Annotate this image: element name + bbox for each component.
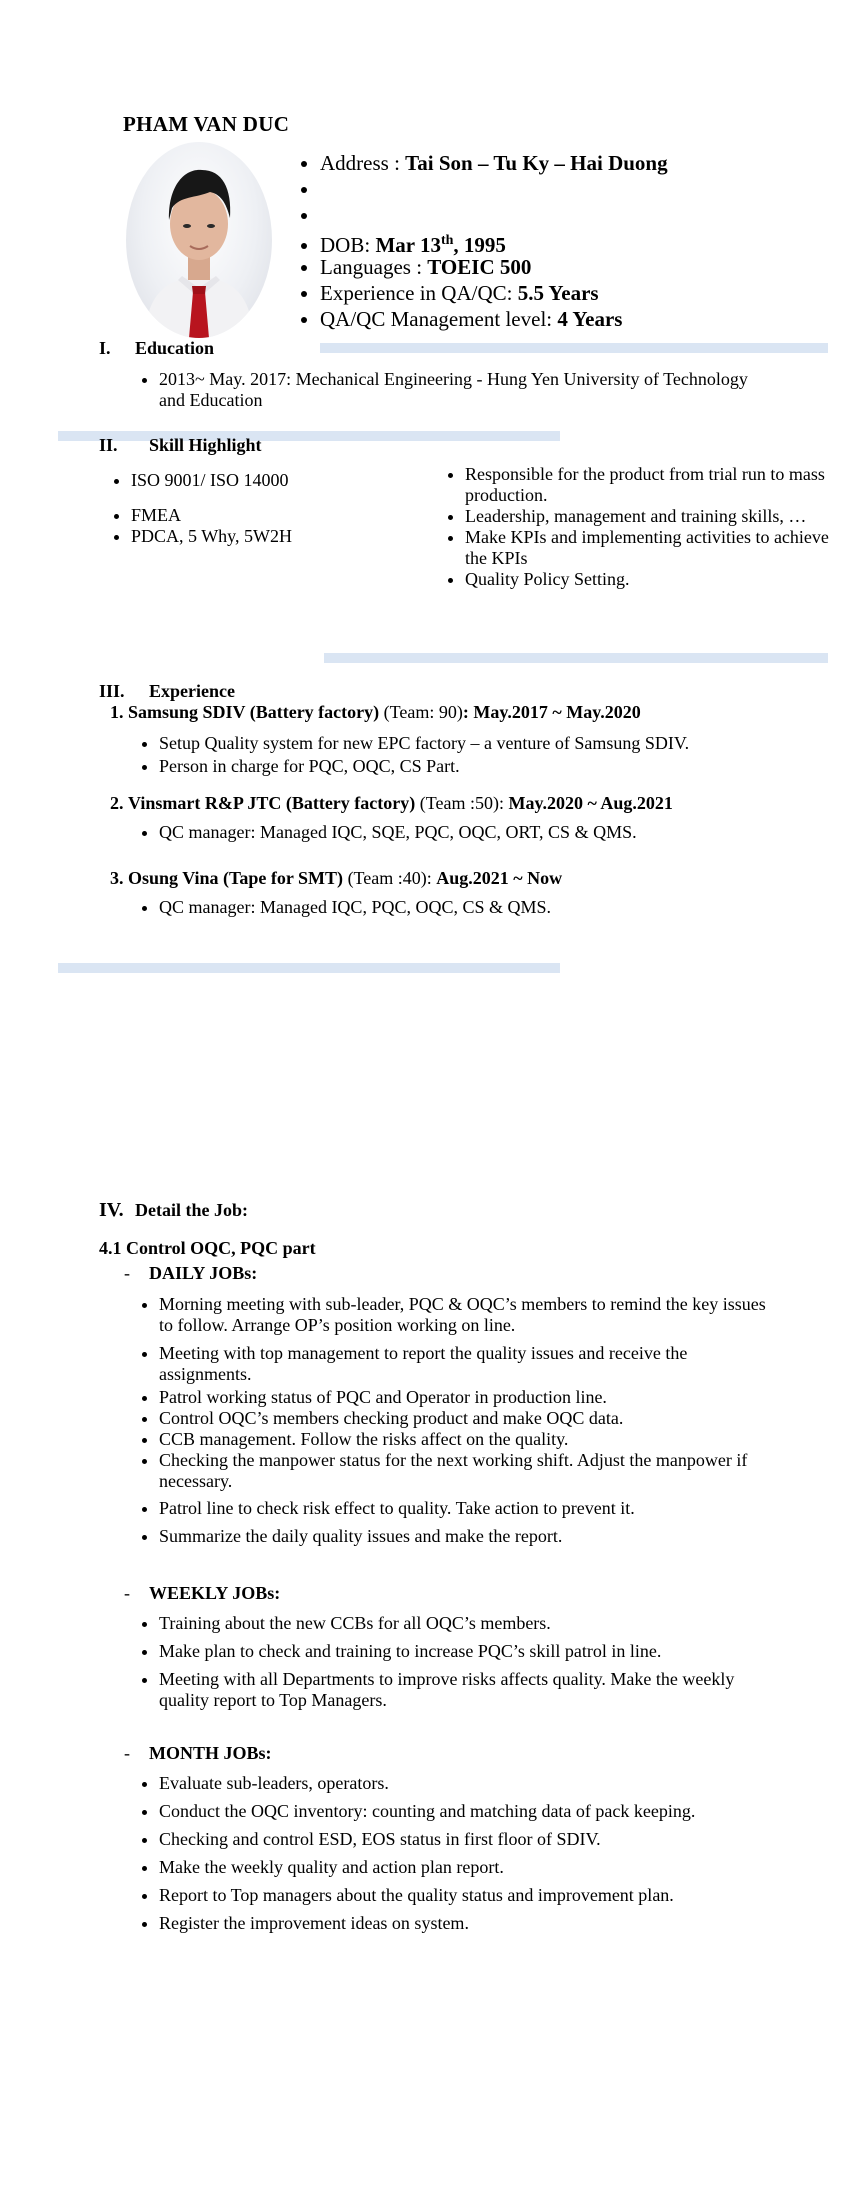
daily-job-item: • Morning meeting with sub-leader, PQC & OQC’s members to remind the key issues to follow. Arrange OP’s position working on line. <box>159 1294 779 1336</box>
weekly-job-item: • Training about the new CCBs for all OQC’s members. <box>159 1613 779 1634</box>
education-item: • 2013~ May. 2017: Mechanical Engineering - Hung Yen University of Technology and Education <box>159 369 759 411</box>
job-duty: • Person in charge for PQC, OQC, CS Part. <box>159 756 809 777</box>
daily-jobs-list <box>137 1294 779 1547</box>
weekly-jobs-heading: - WEEKLY JOBs: <box>124 1583 281 1603</box>
job-duty: • Setup Quality system for new EPC factory – a venture of Samsung SDIV. <box>159 733 809 754</box>
section-education-heading: I. Education <box>99 338 215 358</box>
job-duty: • QC manager: Managed IQC, PQC, OQC, CS & QMS. <box>159 897 809 918</box>
month-job-item: • Report to Top managers about the quality status and improvement plan. <box>159 1885 799 1906</box>
detail-subtitle: 4.1 Control OQC, PQC part <box>99 1238 316 1258</box>
weekly-job-item: • Make plan to check and training to increase PQC’s skill patrol in line. <box>159 1641 779 1662</box>
job-duty: • QC manager: Managed IQC, SQE, PQC, OQC, ORT, CS & QMS. <box>159 822 809 843</box>
person-portrait-icon <box>126 142 272 338</box>
section-skills-heading: II. Skill Highlight <box>99 435 262 455</box>
month-jobs-list <box>137 1773 799 1934</box>
contact-list <box>304 150 740 332</box>
decorative-bar <box>324 653 828 663</box>
contact-address: • Address : Tai Son – Tu Ky – Hai Duong <box>320 150 740 176</box>
job-title-2: 2. Vinsmart R&P JTC (Battery factory) (Team :50): May.2020 ~ Aug.2021 <box>110 793 673 813</box>
daily-job-item: • CCB management. Follow the risks affect on the quality. <box>159 1429 779 1450</box>
job-title-3: 3. Osung Vina (Tape for SMT) (Team :40): Aug.2021 ~ Now <box>110 868 563 888</box>
month-job-item: • Evaluate sub-leaders, operators. <box>159 1773 799 1794</box>
skill-item: • Leadership, management and training skills, … <box>465 506 835 527</box>
weekly-job-item: • Meeting with all Departments to improve risks affects quality. Make the weekly quality report to Top Managers. <box>159 1669 779 1711</box>
contact-management-level: • QA/QC Management level: 4 Years <box>320 306 740 332</box>
skill-item: • Quality Policy Setting. <box>465 569 835 590</box>
daily-job-item: • Checking the manpower status for the next working shift. Adjust the manpower if necessary. <box>159 1450 779 1492</box>
daily-job-item: • Patrol working status of PQC and Operator in production line. <box>159 1387 779 1408</box>
skill-item: • ISO 9001/ ISO 14000 <box>131 470 381 491</box>
job-2-duties <box>137 822 809 843</box>
contact-languages: • Languages : TOEIC 500 <box>320 254 740 280</box>
skill-item: • Make KPIs and implementing activities to achieve the KPIs <box>465 527 835 569</box>
daily-job-item: • Patrol line to check risk effect to quality. Take action to prevent it. <box>159 1498 779 1519</box>
contact-redacted <box>320 176 740 202</box>
weekly-jobs-list <box>137 1613 779 1711</box>
job-3-duties <box>137 897 809 918</box>
profile-photo <box>126 142 272 338</box>
skills-left-list <box>109 470 381 547</box>
section-detail-heading: IV. Detail the Job: <box>99 1199 248 1221</box>
daily-job-item: • Control OQC’s members checking product and make OQC data. <box>159 1408 779 1429</box>
education-list <box>137 369 759 411</box>
daily-job-item: • Meeting with top management to report the quality issues and receive the assignments. <box>159 1343 779 1385</box>
contact-dob: • DOB: Mar 13th, 1995 <box>320 228 740 254</box>
month-job-item: • Checking and control ESD, EOS status in first floor of SDIV. <box>159 1829 799 1850</box>
month-job-item: • Conduct the OQC inventory: counting and matching data of pack keeping. <box>159 1801 799 1822</box>
section-experience-heading: III. Experience <box>99 681 235 701</box>
skills-right-list <box>443 464 835 590</box>
month-job-item: • Make the weekly quality and action plan report. <box>159 1857 799 1878</box>
skill-item: • Responsible for the product from trial run to mass production. <box>465 464 835 506</box>
job-1-duties <box>137 733 809 777</box>
month-jobs-heading: - MONTH JOBs: <box>124 1743 272 1763</box>
skill-item: • PDCA, 5 Why, 5W2H <box>131 526 381 547</box>
job-title-1: 1. Samsung SDIV (Battery factory) (Team: 90): May.2017 ~ May.2020 <box>110 702 641 722</box>
decorative-bar <box>58 963 560 973</box>
candidate-name: PHAM VAN DUC <box>123 112 290 136</box>
daily-job-item: • Summarize the daily quality issues and make the report. <box>159 1526 779 1547</box>
month-job-item: • Register the improvement ideas on system. <box>159 1913 799 1934</box>
contact-experience: • Experience in QA/QC: 5.5 Years <box>320 280 740 306</box>
decorative-bar <box>320 343 828 353</box>
daily-jobs-heading: - DAILY JOBs: <box>124 1263 258 1283</box>
skill-item: • FMEA <box>131 505 381 526</box>
contact-redacted <box>320 202 740 228</box>
